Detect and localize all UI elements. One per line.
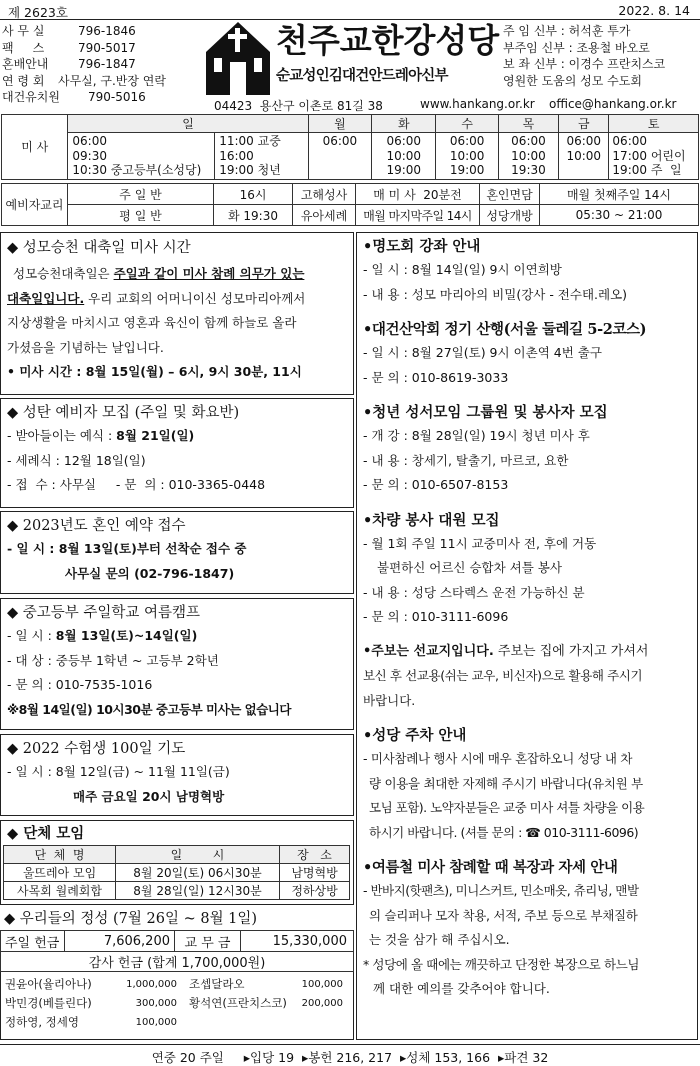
day-sun: 일 [68,115,308,133]
catechism-table [1,183,699,226]
group-time: 8월 28일(일) 12시30분 [116,882,280,900]
notice-line: - 일 시 : 8월 14일(일) 9시 이연희방 [363,262,562,277]
table-row [1,952,354,972]
time-entry: 10:30 중고등부(소성당) [72,163,202,177]
contact-value: 796-1846 [78,24,136,38]
section-title: ◆ 2023년도 혼인 예약 접수 [7,518,186,534]
day-mon: 월 [308,115,371,133]
group-time: 8월 20일(토) 06시30분 [116,864,280,882]
class-time: 16시 [214,184,293,205]
day-wed: 수 [436,115,498,133]
donor-amount: 100,000 [301,979,343,990]
time-entry: 10:00 [566,148,602,163]
time-entry: 06:00 [322,134,358,148]
col-header: 단 체 명 [4,846,116,864]
contact-label: 연 령 회 [2,73,45,88]
highlight-span: 8월 13일(토)~14일(일) [55,628,198,643]
sunday-times-a [68,133,215,180]
notice-line: - 대 상 : 중등부 1학년 ~ 고등부 2학년 [7,652,219,668]
text-span: 주보는 집에 가지고 가셔서 [493,643,649,659]
notice-line: - 문 의 : 010-7535-1016 [7,677,153,692]
time-entry: 11:00 교중 [219,134,281,148]
donor-name: 정하영, 정세영 [5,1015,79,1029]
service-name: 혼인면담 [480,184,540,205]
notice-line: 바랍니다. [363,692,416,708]
donor-row [5,1013,349,1032]
notice-line: - 내 용 : 성당 스타렉스 운전 가능하신 분 [363,584,585,600]
notice-line: - 일 시 : 8월 27일(토) 9시 이촌역 4번 출구 [363,345,602,360]
tuesday-times [372,133,436,180]
contact-label: 혼배안내 [2,57,49,71]
associate-pastor: 보 좌 신부 : 이경수 프란치스코 [503,57,666,71]
issue-number: 제 2623호 [8,5,68,20]
footer-rule [0,1044,700,1045]
thanks-offering-label: 감사 헌금 (합계 1,700,000원) [1,952,354,972]
contact-row [2,23,202,40]
offering-value: 7,606,200 [65,931,175,952]
donor-amount: 200,000 [301,998,343,1009]
service-name: 고해성사 [293,184,356,205]
notice-line: 하시기 바랍니다. (셔틀 문의 : ☎ 010-3111-6096) [369,824,639,840]
time-entry: 06:00 [72,134,107,148]
mass-days-row [2,115,699,133]
highlight-span: 주일과 같이 미사 참례 의무가 있는 [113,266,305,281]
text-span: - 받아들이는 예식 : [7,428,117,443]
time-entry: 09:30 [72,148,107,163]
mass-time-line: • 미사 시간 : 8월 15일(월) – 6시, 9시 30분, 11시 [7,364,302,379]
time-entry: 19:00 [449,163,485,177]
text-span: 성모승천대축일은 [13,266,114,281]
offering-table [0,930,354,972]
notice-line: 보신 후 선교용(쉬는 교우, 비신자)으로 활용해 주시기 [363,668,643,683]
time-entry: 19:00 청년 [219,163,281,177]
table-row [4,882,350,900]
contact-value: 790-5017 [78,40,136,55]
friday-times [559,133,609,180]
notice-line: 지상생활을 마치시고 영혼과 육신이 함께 하늘로 올라 [7,315,297,330]
day-tue: 화 [372,115,436,133]
bible-study-notice [363,402,691,498]
exam-prayer-notice [0,734,354,816]
section-title: ◆ 중고등부 주일학교 여름캠프 [7,605,201,621]
class-time: 화 19:30 [214,205,293,226]
table-row [4,864,350,882]
text-span: 우리 교회의 어머니이신 성모마리아께서 [84,290,306,306]
notice-line [7,262,347,287]
section-title: ◆ 성탄 예비자 모집 (주일 및 화요반) [7,405,240,421]
liturgy-footer: 연중 20 주일 ▸입당 19 ▸봉헌 216, 217 ▸성체 153, 166 ▸파견 32 [151,1050,549,1065]
notice-line: * 성당에 올 때에는 깨끗하고 단정한 복장으로 하느님 [363,956,640,972]
notice-line: - 내 용 : 성모 마리아의 비밀(강사 - 전수태.레오) [363,286,628,302]
section-title: •명도회 강좌 안내 [363,238,481,255]
donor-name: 권윤아(율리아나) [5,977,92,991]
right-column [356,232,698,1040]
service-time: 매월 마지막주일 14시 [356,205,480,226]
notice-line: 량 이용을 최대한 자제해 주시기 바랍니다(유치원 부 [369,775,643,791]
day-sat: 토 [609,115,699,133]
notice-line: 모님 포함). 노약자분들은 교중 미사 셔틀 차량을 이용 [369,800,645,815]
section-title: •차량 봉사 대원 모집 [363,511,500,529]
highlight-span: •주보는 선교지입니다. [363,643,494,659]
hiking-notice [363,319,691,390]
thursday-times [498,133,558,180]
notice-line: ※8월 14일(일) 10시30분 중고등부 미사는 없습니다 [7,701,291,717]
section-title: ◆ 우리들의 정성 (7월 26일 ~ 8월 1일) [4,911,258,927]
time-entry: 06:00 [612,134,648,148]
highlight-span: 8월 21일(일) [116,428,195,443]
section-title: •청년 성서모임 그룹원 및 봉사자 모집 [363,404,608,421]
wedding-notice [0,511,354,594]
saturday-times [609,133,699,180]
notice-line: - 접 수 : 사무실 - 문 의 : 010-3365-0448 [7,477,266,492]
address: 04423 용산구 이촌로 81길 38 [214,99,383,113]
table-row [1,931,354,952]
col-header: 일 시 [116,846,280,864]
contact-value: 사무실, 구.반장 연락 [58,73,166,88]
donor-name: 황석연(프란치스코) [189,996,287,1010]
group-name: 울뜨레아 모임 [4,864,116,882]
religious-order: 영원한 도움의 성모 수도회 [503,73,642,88]
group-name: 사목회 월례회합 [4,882,116,900]
notice-line: 가셨음을 기념하는 날입니다. [7,339,164,355]
notice-line: - 문 의 : 010-3111-6096 [363,609,509,624]
notice-line [7,287,347,312]
offering-label: 주일 헌금 [1,931,65,952]
section-title: •여름철 미사 참례할 때 복장과 자세 안내 [363,859,618,876]
day-thu: 목 [498,115,558,133]
donor-name: 박민경(베를린다) [5,996,92,1010]
parish-subtitle: 순교성인김대건안드레아신부 [276,68,448,84]
group-place: 남명혁방 [280,864,350,882]
notice-line [7,424,347,449]
section-title: •성당 주차 안내 [363,727,467,744]
time-entry: 06:00 [386,134,422,148]
clergy-list [503,23,699,89]
contact-label: 사 무 실 [2,24,45,38]
time-entry: 16:00 [219,148,254,163]
meetings-header [4,846,350,864]
notice-line: - 내 용 : 창세기, 탈출기, 마르코, 요한 [363,452,569,468]
notice-line: 께 대한 예의를 갖추어야 합니다. [373,981,550,996]
service-name: 성당개방 [480,205,540,226]
section-title: ◆ 성모승천 대축일 미사 시간 [7,240,191,256]
youth-camp-notice [0,598,354,730]
time-entry: 10:00 [511,148,546,163]
edu-row-1 [2,184,699,205]
edu-row-2 [2,205,699,226]
contact-list [2,23,202,106]
mass-times-row [2,133,699,180]
contact-row [2,56,202,73]
assumption-notice [0,232,354,395]
donor-row [5,994,349,1013]
issue-date: 2022. 8. 14 [618,3,690,18]
notice-line: - 세례식 : 12월 18일(일) [7,452,146,468]
church-logo-icon [206,22,270,95]
section-title: •대건산악회 정기 산행(서울 둘레길 5-2코스) [363,321,647,338]
parking-notice [363,725,691,845]
donor-name: 조셉달라오 [189,977,245,991]
class-name: 주 일 반 [68,184,214,205]
time-entry: 17:00 어린이 [612,148,686,163]
pastor: 주 임 신부 : 허석훈 투가 [503,24,631,38]
contact-row [2,40,202,57]
offering-section [0,908,354,1040]
dress-code-notice [363,857,691,1002]
notice-line: - 미사참례나 행사 시에 매우 혼잡하오니 성당 내 차 [363,751,633,766]
notice-line [7,624,347,649]
notice-line: - 일 시 : 8월 12일(금) ~ 11월 11일(금) [7,764,230,779]
day-fri: 금 [559,115,609,133]
contact-value: 796-1847 [78,57,136,71]
monday-times [308,133,371,180]
donor-amount: 300,000 [135,998,177,1009]
service-name: 유아세례 [293,205,356,226]
notice-line: 의 슬리퍼나 모자 착용, 서적, 주보 등으로 부채질하 [369,907,638,923]
notice-line: - 문 의 : 010-8619-3033 [363,369,509,385]
meetings-table [3,845,350,900]
time-entry: 06:00 [566,134,602,148]
donor-row [5,975,349,994]
notice-line: 는 것을 삼가 해 주십시오. [369,932,510,947]
donor-list [0,972,354,1040]
offering-label: 교 무 금 [175,931,241,952]
service-time: 매 미 사 20분전 [356,184,480,205]
contact-label: 대건유치원 [2,90,60,104]
mass-schedule-table [1,114,699,180]
class-name: 평 일 반 [68,205,214,226]
notice-line [363,640,691,665]
time-entry: 06:00 [449,134,485,148]
notice-line: - 월 1회 주일 11시 교중미사 전, 후에 거동 [363,535,597,551]
parish-title: 천주교한강성당 [276,21,500,60]
notice-line: 매주 금요일 20시 남명혁방 [73,788,225,804]
section-title: ◆ 2022 수험생 100일 기도 [7,741,186,757]
donor-amount: 1,000,000 [126,979,177,990]
time-entry: 19:00 [386,163,422,177]
edu-label: 예비자교리 [2,184,68,226]
time-entry: 06:00 [511,134,546,148]
notice-line: - 문 의 : 010-6507-8153 [363,477,509,492]
sunday-times-b [215,133,309,180]
bulletin-notice [363,640,691,714]
col-header: 장 소 [280,846,350,864]
notice-line: - 일 시 : 8월 13일(토)부터 선착순 접수 중 [7,541,247,556]
section-title: ◆ 단체 모임 [7,825,85,842]
highlight-span: 대축일입니다. [7,290,85,306]
wednesday-times [436,133,498,180]
contact-row [2,89,202,106]
driver-volunteer-notice [363,510,691,630]
contact-label: 팩 스 [2,40,45,55]
text-span: - 일 시 : [7,628,56,643]
donor-amount: 100,000 [135,1017,177,1028]
website-link[interactable]: www.hankang.or.kr [420,97,535,111]
notice-line: - 개 강 : 8월 28일(일) 19시 청년 미사 후 [363,428,590,443]
mass-row-label: 미 사 [2,115,68,180]
contact-value: 790-5016 [88,90,146,104]
assistant-pastor: 부주임 신부 : 조용철 바오로 [503,40,650,55]
lecture-notice [363,236,691,307]
notice-line: - 반바지(핫팬츠), 미니스커트, 민소매옷, 츄리닝, 맨발 [363,883,639,898]
time-entry: 10:00 [449,148,485,163]
notice-line: 사무실 문의 (02-796-1847) [65,565,235,581]
offering-value: 15,330,000 [241,931,354,952]
group-place: 정하상방 [280,882,350,900]
time-entry: 10:00 [386,148,422,163]
catechumen-notice [0,398,354,508]
time-entry: 19:30 [511,163,546,177]
group-meetings [0,820,354,905]
time-entry: 19:00 주 일 [612,163,682,177]
contact-row [2,73,202,90]
email-link[interactable]: office@hankang.or.kr [549,97,677,111]
service-time: 매월 첫째주일 14시 [540,184,699,205]
service-time: 05:30 ~ 21:00 [540,205,699,226]
notice-line: 불편하신 어르신 승합차 셔틀 봉사 [377,560,562,575]
